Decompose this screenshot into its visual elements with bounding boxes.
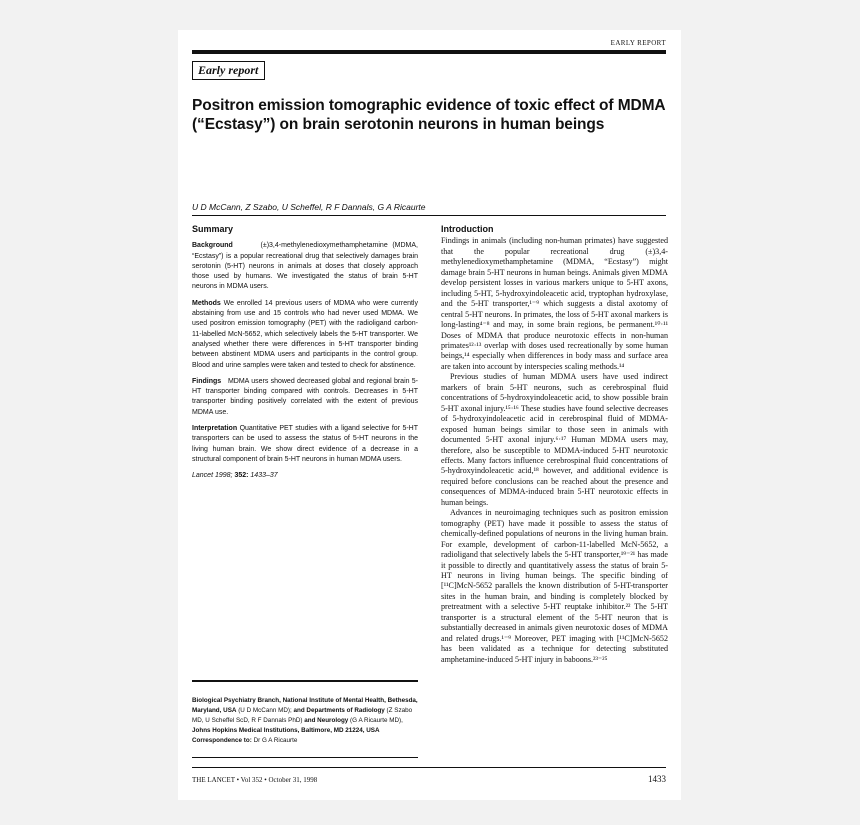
introduction-paragraph: Previous studies of human MDMA users have used indirect markers of brain 5-HT neurons, such as cerebrospinal fluid concentrations of 5-hydroxyindoleacetic acid, to show possible brain 5-HT axonal injury.¹⁵·¹⁶ These studies have found selective decreases of 5-hydroxyindoleacetic acid in cerebrospinal fluid of MDMA-exposed human beings similar to those seen in animals with documented 5-HT axonal injury.⁶·¹⁷ Human MDMA users may, therefore, also be susceptible to MDMA-induced 5-HT neurotoxic effects. Many factors influence cerebrospinal fluid concentrations of 5-hydroxyindoleacetic acid,¹⁸ however, and additional evidence is required before conclusions can be reached about the presence and consequences of MDMA-induced brain 5-HT neurotoxic effects in human beings.	[441, 372, 668, 507]
citation-pages: 1433–37	[248, 472, 278, 480]
summary-interpretation	[192, 424, 418, 465]
footer-journal-line: THE LANCET • Vol 352 • October 31, 1998	[192, 776, 318, 784]
background-label: Background	[192, 242, 233, 250]
findings-label: Findings	[192, 377, 222, 385]
methods-label: Methods	[192, 299, 221, 307]
methods-text: We enrolled 14 previous users of MDMA who were currently abstaining from use and 15 controls who had never used MDMA. We used positron emission tomography (PET) with the radioligand carbon-11-labelled McN-5652, which selectively labels the 5-HT transporter. We analysed whether there were differences in 5-HT transporter binding between abstinent MDMA users and participants in the control group. Blood and urine samples were taken and tested to check for abstinence.	[192, 299, 418, 369]
introduction-paragraph: Findings in animals (including non-human primates) have suggested that the popular recreational drug (±)3,4-methylenedioxymethamphetamine (MDMA, “Ecstasy”) might damage brain 5-HT neurons in human beings. Animals given MDMA develop persistent losses in various markers unique to 5-HT axons, including 5-HT, 5-hydroxyindoleacetic acid, tryptophan hydroxylase, and the 5-HT transporter,¹⁻⁹ which suggests a distal axotomy of central 5-HT neurons. In primates, the loss of 5-HT axonal markers is long-lasting⁴⁻⁸ and may, in some brain regions, be permanent.¹⁰·¹¹ Doses of MDMA that produce neurotoxic effects in non-human primates¹²·¹³ overlap with doses used recreationally by some human beings,¹⁴ especially when differences in body mass and surface area are taken into account by interspecies scaling methods.¹⁴	[441, 236, 668, 371]
footer-rule	[192, 767, 666, 768]
introduction-column	[441, 224, 668, 665]
findings-text: MDMA users showed decreased global and regional brain 5-HT transporter binding compared with controls. Decreases in 5-HT transporter binding positively correlated with the extent of previous MDMA use.	[192, 377, 418, 416]
affiliation-rule-top	[192, 680, 418, 682]
background-text: (±)3,4-methylenedioxymethamphetamine (MDMA, “Ecstasy”) is a popular recreational drug that selectively damages brain serotonin (5-HT) neurons in animals at doses that closely approach those used by humans. We investigated the status of brain 5-HT neurons in MDMA users.	[192, 242, 418, 291]
summary-findings	[192, 377, 418, 418]
introduction-heading: Introduction	[441, 224, 494, 234]
correspondence-label: Correspondence to:	[192, 737, 252, 744]
running-head: EARLY REPORT	[610, 39, 666, 47]
citation-journal: Lancet	[192, 472, 214, 480]
summary-methods	[192, 299, 418, 371]
introduction-paragraph: Advances in neuroimaging techniques such as positron emission tomography (PET) have made it possible to assess the status of chemically-defined populations of neurons in the living human brain. For example, development of carbon-11-labelled McN-5652, a radioligand that selectively labels the 5-HT transporter,¹⁹⁻²¹ has made it possible to directly and quantitatively assess the status of brain 5-HT neurons in living human beings. The specific binding of [¹¹C]McN-5652 parallels the known distribution of 5-HT-transporter sites in the human brain, and binding is completely blocked by pretreatment with a selective 5-HT reuptake inhibitor.²² The 5-HT transporter is a structural element of the 5-HT neuron that is substantially decreased in animals given neurotoxic doses of MDMA and related drugs.¹⁻⁹ Moreover, PET imaging with [¹¹C]McN-5652 has been validated as a technique for detecting substituted amphetamine-induced 5-HT injury in baboons.²³⁻²⁵	[441, 508, 668, 664]
affiliation-neurology-authors: (G A Ricaurte MD),	[348, 717, 403, 724]
article-title: Positron emission tomographic evidence of toxic effect of MDMA (“Ecstasy”) on brain serotonin neurons in human beings	[192, 97, 665, 133]
summary-background	[192, 241, 418, 292]
affiliation-block	[192, 696, 418, 746]
citation	[192, 471, 418, 481]
interpretation-text: Quantitative PET studies with a ligand selective for 5-HT transporters can be used to assess the status of 5-HT neurons in the living human brain. We show direct evidence of a decrease in a structural component of brain 5-HT neurons in human MDMA users.	[192, 425, 418, 463]
top-rule	[192, 50, 666, 54]
citation-year: 1998;	[213, 472, 235, 480]
author-list: U D McCann, Z Szabo, U Scheffel, R F Dannals, G A Ricaurte	[192, 202, 426, 212]
author-rule	[192, 215, 666, 216]
interpretation-label: Interpretation	[192, 425, 238, 433]
summary-heading: Summary	[192, 224, 234, 234]
affiliation-nimh-authors: (U D McCann MD);	[236, 707, 294, 714]
affiliation-neurology: and Neurology	[304, 717, 349, 724]
affiliation-hopkins: Johns Hopkins Medical Institutions, Baltimore, MD 21224, USA	[192, 727, 380, 734]
affiliation-radiology-authors: (Z Szabo MD, U Scheffel ScD, R F Dannals PhD)	[192, 707, 413, 724]
section-label: Early report	[192, 61, 265, 80]
summary-column	[192, 224, 418, 488]
citation-volume: 352:	[234, 472, 249, 480]
affiliation-radiology: and Departments of Radiology	[293, 707, 385, 714]
correspondence-name: Dr G A Ricaurte	[251, 737, 298, 744]
affiliation-rule-bottom	[192, 757, 418, 758]
affiliation-nimh: Biological Psychiatry Branch, National Institute of Mental Health, Bethesda, Maryland, USA	[192, 697, 418, 714]
page-number: 1433	[648, 774, 666, 784]
